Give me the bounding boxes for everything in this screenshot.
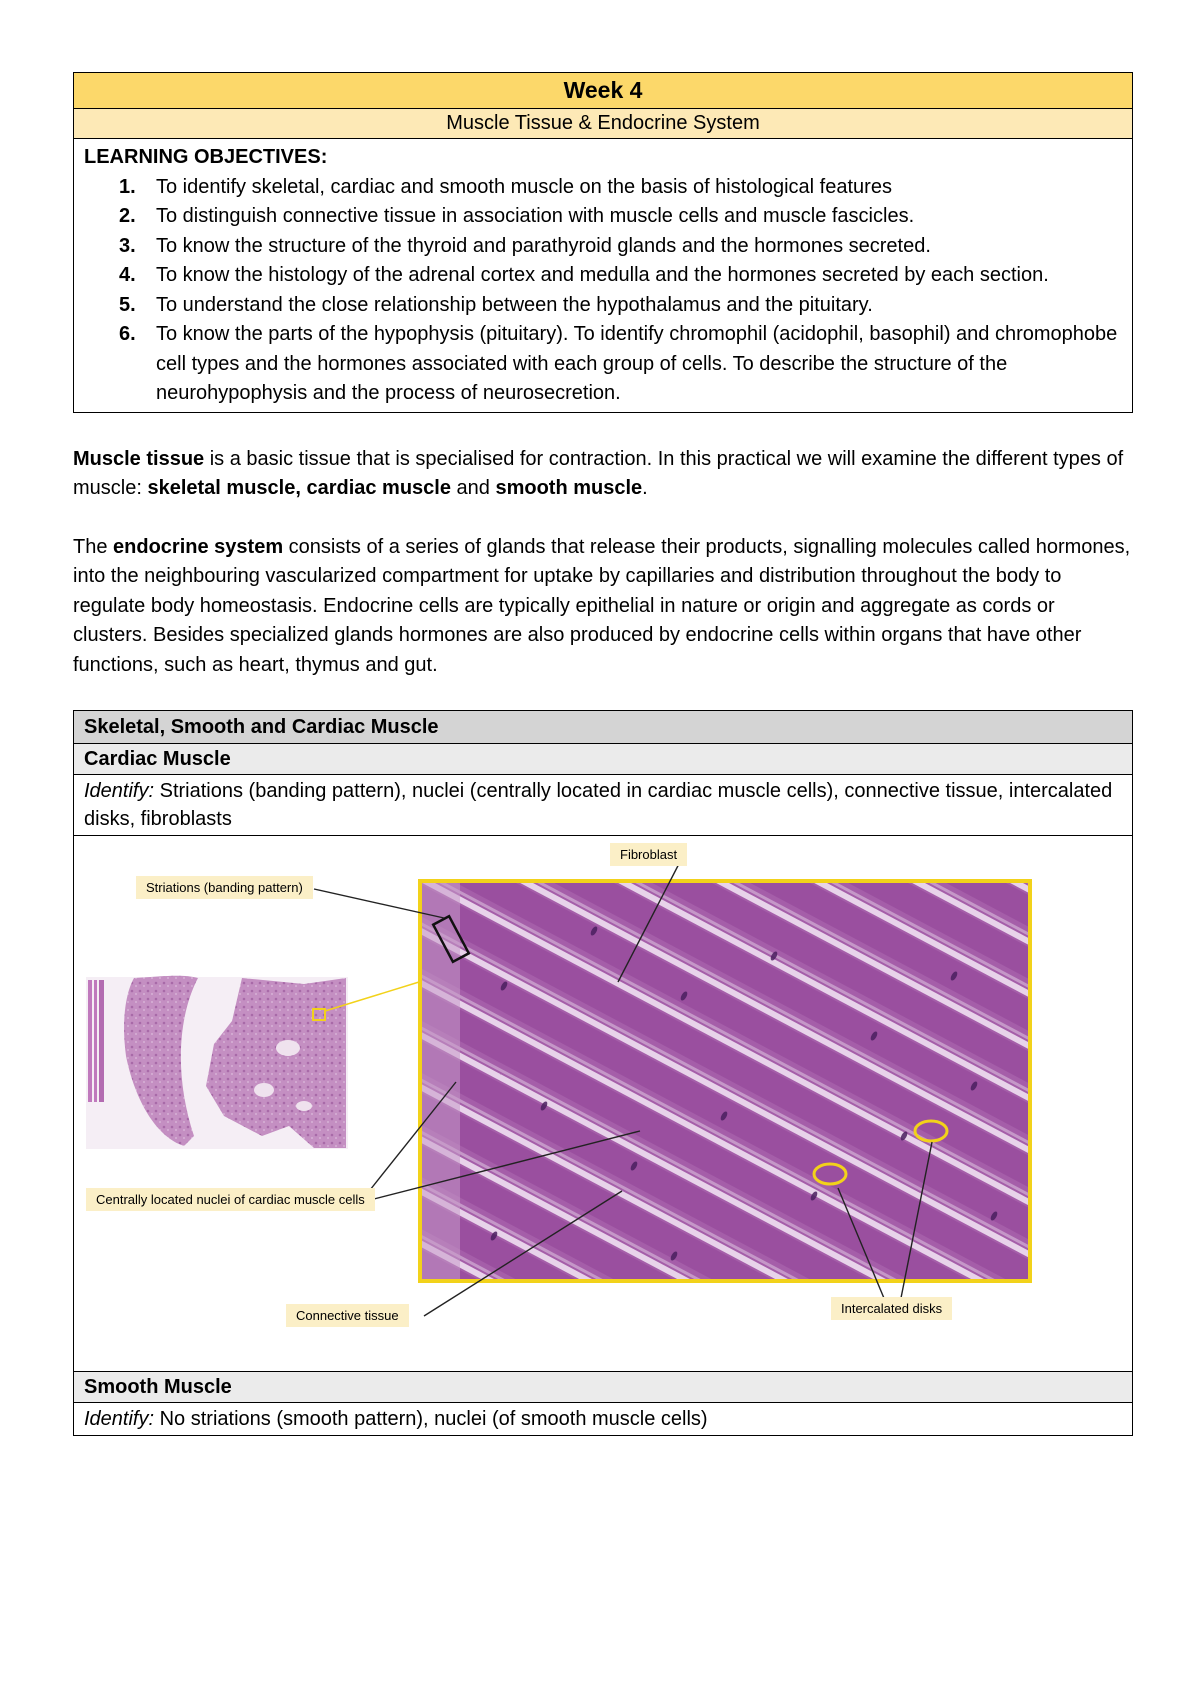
- section-title: Skeletal, Smooth and Cardiac Muscle: [74, 711, 1132, 744]
- bold-term: endocrine system: [113, 535, 284, 558]
- objective-text: To know the parts of the hypophysis (pituitary). To identify chromophil (acidophil, basophil) and chromophobe cell types and the hormones associated with each group of cells. To describe the structure of the neurohypophysis and the process of neurosecretion.: [156, 323, 1118, 404]
- paragraph-text: .: [642, 477, 648, 499]
- paragraph-text: The: [73, 535, 114, 558]
- endocrine-intro-paragraph: [73, 533, 1133, 681]
- objective-text: To understand the close relationship between the hypothalamus and the pituitary.: [156, 293, 873, 316]
- objective-item: [84, 232, 1122, 262]
- learning-objectives: [74, 139, 1132, 412]
- objectives-title: LEARNING OBJECTIVES:: [84, 146, 328, 168]
- week-subtitle: Muscle Tissue & Endocrine System: [74, 109, 1132, 139]
- objective-number: 2.: [119, 205, 136, 227]
- fibroblast-label: Fibroblast: [610, 843, 687, 866]
- bold-term: Muscle tissue: [73, 447, 205, 470]
- paragraph-text: is a basic tissue that is specialised for contraction. In this practical we will examine the different types of muscle:: [73, 447, 1124, 499]
- objective-number: 5.: [119, 293, 136, 316]
- objective-number: 3.: [119, 234, 136, 257]
- objective-number: 1.: [119, 175, 136, 198]
- objective-item: [84, 173, 1122, 203]
- objective-text: To identify skeletal, cardiac and smooth muscle on the basis of histological features: [156, 175, 892, 198]
- cardiac-identify-text: [74, 775, 1132, 836]
- identify-text: Striations (banding pattern), nuclei (centrally located in cardiac muscle cells), connective tissue, intercalated disks, fibroblasts: [84, 780, 1113, 830]
- paragraph-text: consists of a series of glands that release their products, signalling molecules called hormones, into the neighbouring vascularized compartment for uptake by capillaries and distribution throughout the body to regulate body homeostasis. Endocrine cells are typically epithelial in nature or origin and aggregate as cords or clusters. Besides specialized glands hormones are also produced by endocrine cells within organs that have other functions, such as heart, thymus and gut.: [73, 535, 1131, 676]
- muscle-section-table: [73, 710, 1133, 1436]
- objectives-list: [84, 173, 1122, 409]
- objective-item: [84, 261, 1122, 291]
- objective-text: To know the histology of the adrenal cortex and medulla and the hormones secreted by each section.: [156, 264, 1049, 286]
- slide-overview-thumbnail: [86, 976, 419, 1149]
- paragraph-text: and: [450, 477, 496, 499]
- document-page: [73, 72, 1133, 1436]
- muscle-intro-paragraph: [73, 445, 1133, 504]
- objective-text: To know the structure of the thyroid and parathyroid glands and the hormones secreted.: [156, 234, 931, 257]
- objective-item: [84, 202, 1122, 232]
- objective-text: To distinguish connective tissue in association with muscle cells and muscle fascicles.: [156, 205, 915, 227]
- connective-tissue-label: Connective tissue: [286, 1304, 409, 1327]
- objective-number: 4.: [119, 264, 136, 286]
- nuclei-label: Centrally located nuclei of cardiac muscle cells: [86, 1188, 375, 1211]
- identify-label: Identify:: [84, 1408, 155, 1430]
- identify-text: No striations (smooth pattern), nuclei (of smooth muscle cells): [154, 1408, 708, 1430]
- cardiac-muscle-figure: [74, 836, 1132, 1372]
- intercalated-disks-label: Intercalated disks: [831, 1297, 952, 1320]
- cardiac-muscle-title: Cardiac Muscle: [74, 744, 1132, 775]
- smooth-identify-text: [74, 1403, 1132, 1435]
- bold-term: smooth muscle: [495, 477, 643, 499]
- smooth-muscle-title: Smooth Muscle: [74, 1372, 1132, 1403]
- objective-number: 6.: [119, 323, 136, 345]
- objective-item: [84, 291, 1122, 321]
- week-title: Week 4: [74, 73, 1132, 109]
- identify-label: Identify:: [84, 780, 155, 802]
- cardiac-muscle-micrograph: [420, 881, 1030, 1281]
- striations-label: Striations (banding pattern): [136, 876, 313, 899]
- objective-item: [84, 320, 1122, 409]
- bold-term: skeletal muscle, cardiac muscle: [147, 477, 451, 499]
- histology-micrograph: [74, 836, 1131, 1371]
- header-table: [73, 72, 1133, 413]
